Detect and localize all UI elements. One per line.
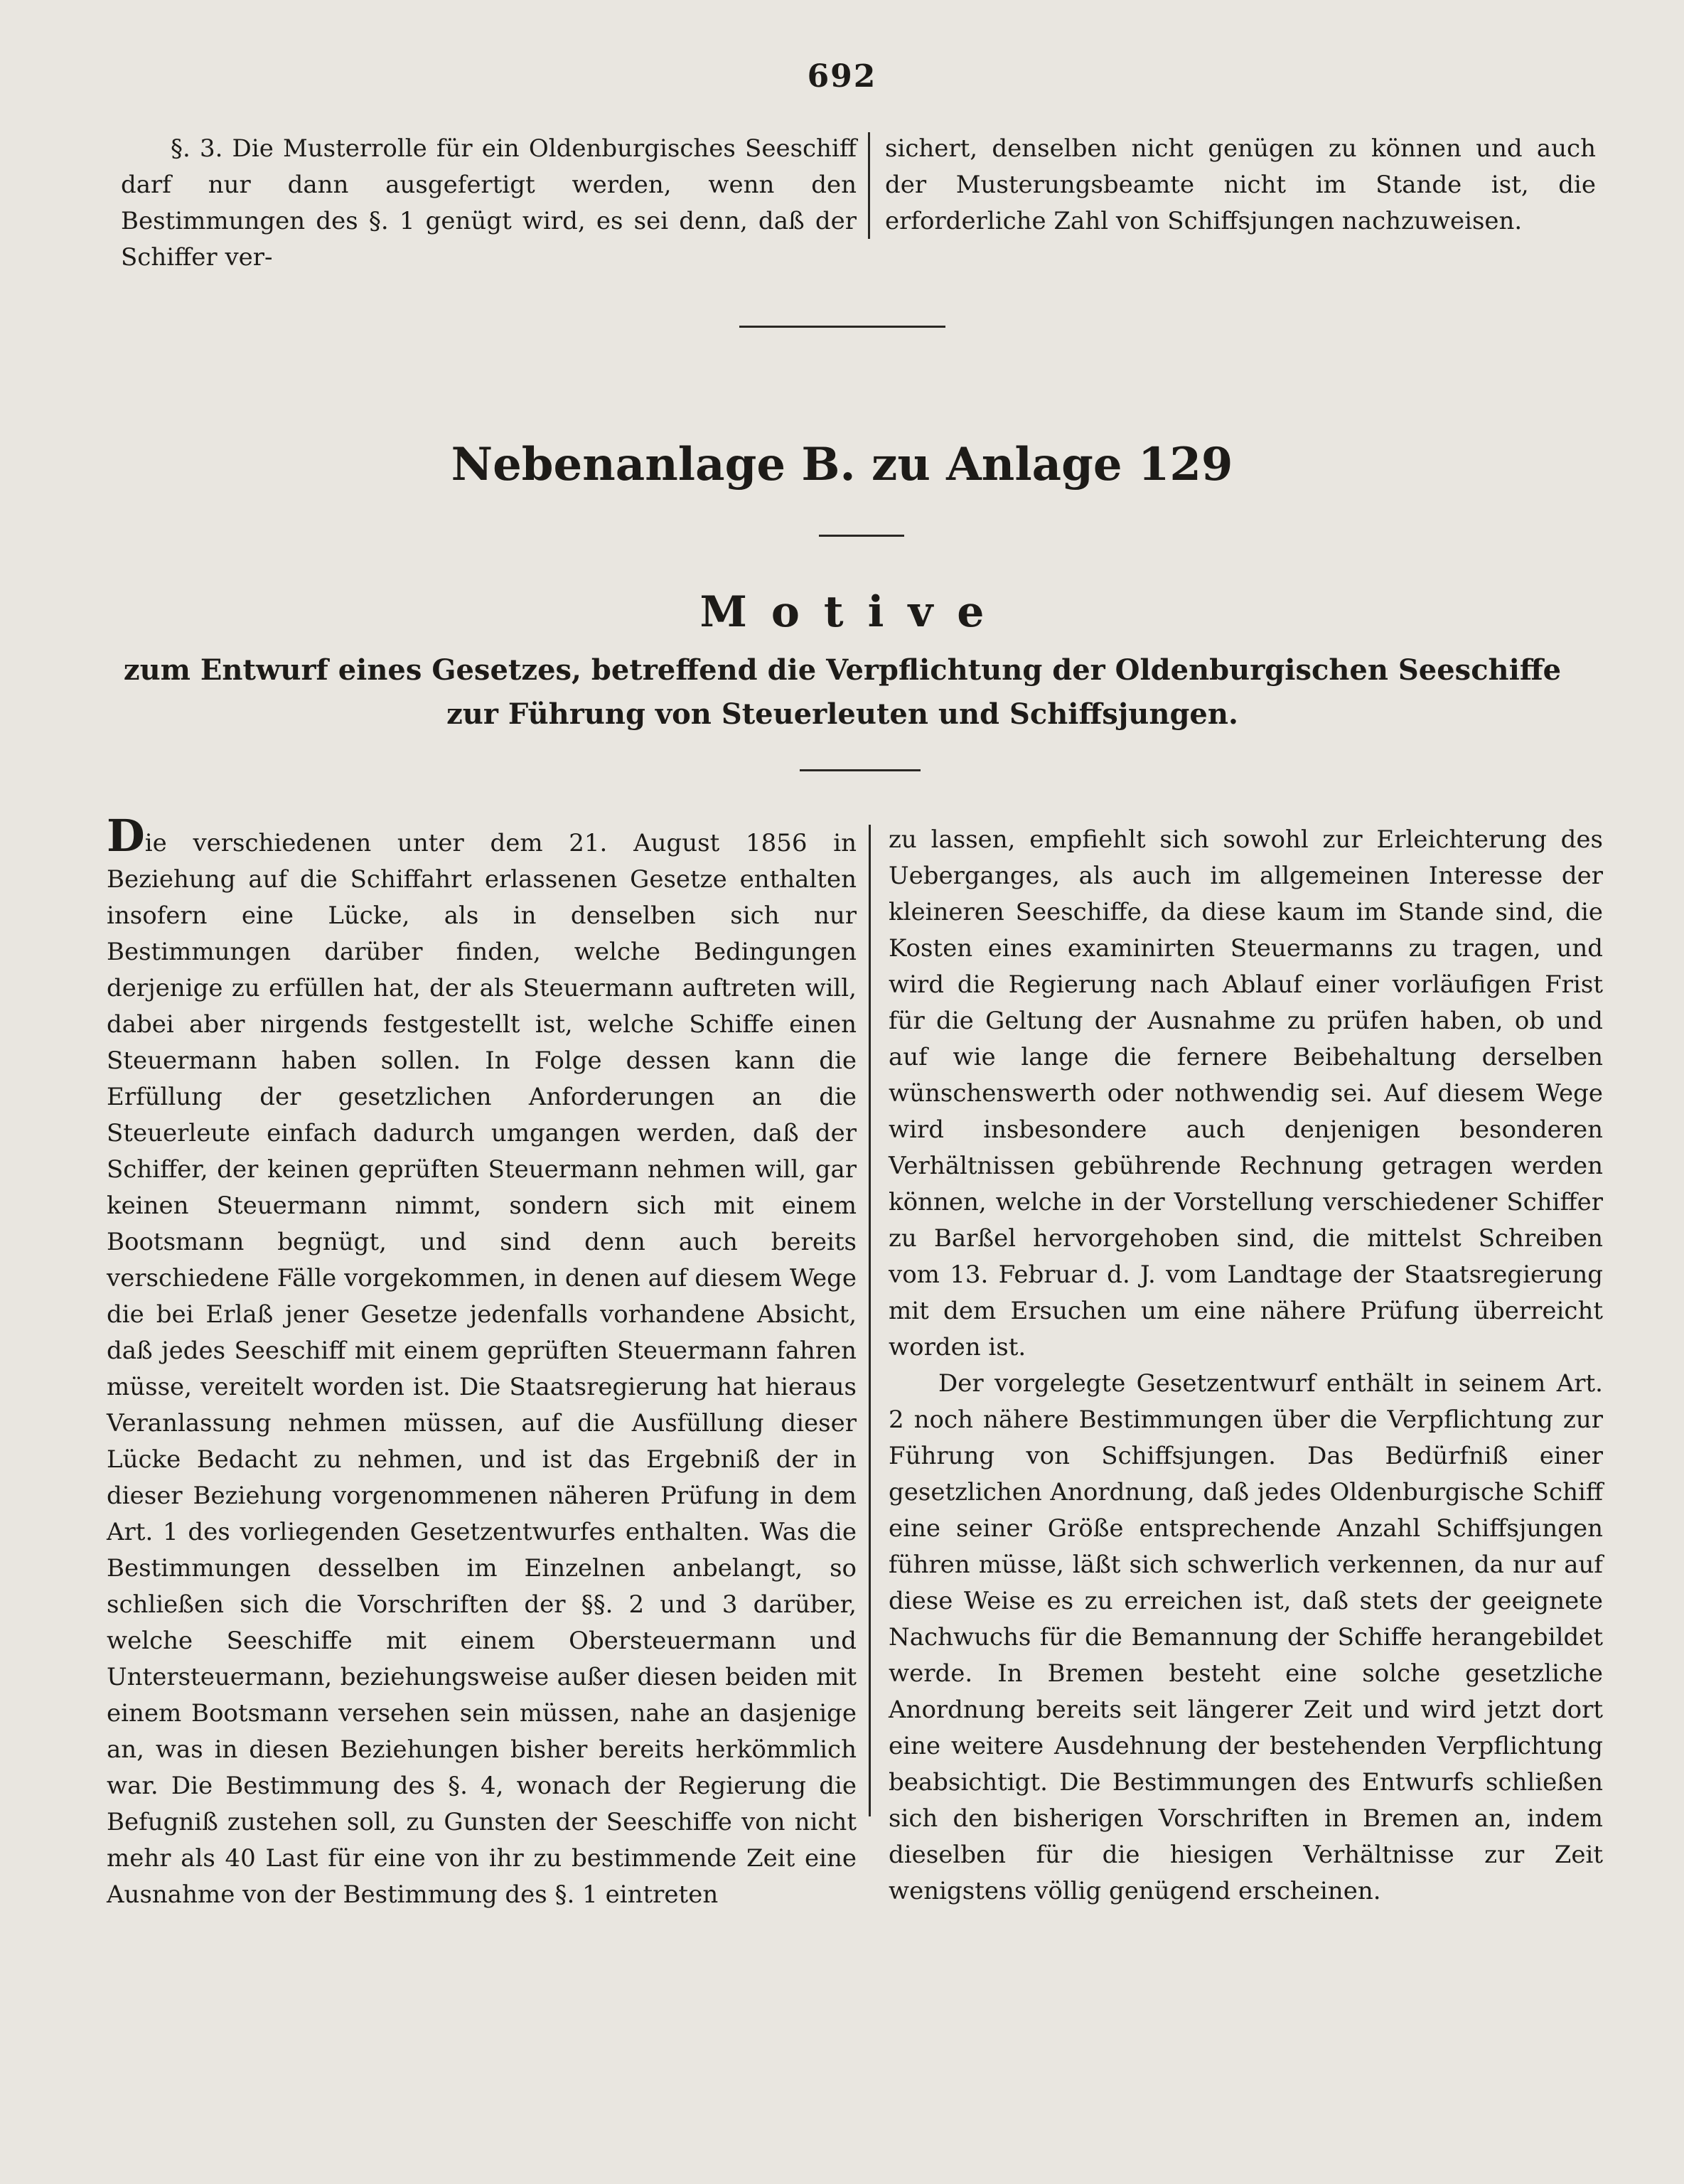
separator-rule-top	[739, 326, 945, 328]
left-column-body: ie verschiedenen unter dem 21. August 1856 in Beziehung auf die Schiffahrt erlassenen Gesetze enthalten insofern eine Lücke, als in denselben sich nur Bestimmungen darüber finden, welche Bedingungen derjenige zu erfüllen hat, der als Steuermann auftreten will, dabei aber nirgends festgestellt ist, welche Schiffe einen Steuermann haben sollen. In Folge dessen kann die Erfüllung der gesetzlichen Anforderungen an die Steuerleute einfach dadurch umgangen werden, daß der Schiffer, der keinen geprüften Steuermann nehmen will, gar keinen Steuermann nimmt, sondern sich mit einem Bootsmann begnügt, und sind denn auch bereits verschiedene Fälle vorgekommen, in denen auf diesem Wege die bei Erlaß jener Gesetze jedenfalls vorhandene Absicht, daß jedes Seeschiff mit einem geprüften Steuermann fahren müsse, vereitelt worden ist. Die Staatsregierung hat hieraus Veranlassung nehmen müssen, auf die Ausfüllung dieser Lücke Bedacht zu nehmen, und ist das Ergebniß der in dieser Beziehung vorgenommenen näheren Prüfung in dem Art. 1 des vorliegenden Gesetzentwurfes enthalten. Was die Bestimmungen desselben im Einzelnen anbelangt, so schließen sich die Vorschriften der §§. 2 und 3 darüber, welche Seeschiffe mit einem Obersteuermann und Untersteuermann, beziehungsweise außer diesen beiden mit einem Bootsmann versehen sein müssen, nahe an dasjenige an, was in diesen Beziehungen bisher bereits herkömmlich war. Die Bestimmung des §. 4, wonach der Regierung die Befugniß zustehen soll, zu Gunsten der Seeschiffe von nicht mehr als 40 Last für eine von ihr zu bestimmende Zeit eine Ausnahme von der Bestimmung des §. 1 eintreten	[107, 829, 857, 1909]
title-underline	[819, 535, 904, 537]
section-3-text: §. 3. Die Musterrolle für ein Oldenburgisches Seeschiff darf nur dann ausgefertigt werden, wenn den Bestimmungen des §. 1 genügt wird, es sei denn, daß der Schiffer ver-	[121, 134, 857, 272]
right-column-paragraph-1: zu lassen, empfiehlt sich sowohl zur Erleichterung des Ueberganges, als auch im allgemeinen Interesse der kleineren Seeschiffe, da diese kaum im Stande sind, die Kosten eines examinirten Steuermanns zu tragen, und wird die Regierung nach Ablauf einer vorläufigen Frist für die Geltung der Ausnahme zu prüfen haben, ob und auf wie lange die fernere Beibehaltung derselben wünschenswerth oder nothwendig sei. Auf diesem Wege wird insbesondere auch denjenigen besonderen Verhältnissen gebührende Rechnung getragen werden können, welche in der Vorstellung verschiedener Schiffer zu Barßel hervorgehoben sind, die mittelst Schreiben vom 13. Februar d. J. vom Landtage der Staatsregierung mit dem Ersuchen um eine nähere Prüfung überreicht worden ist.	[889, 825, 1603, 1361]
column-divider	[869, 825, 871, 1816]
document-title: Nebenanlage B. zu Anlage 129	[451, 438, 1233, 491]
page-number: 692	[807, 58, 877, 95]
subtitle-rule	[800, 769, 921, 771]
section-3-continuation: sichert, denselben nicht genügen zu können und auch der Musterungsbeamte nicht im Stande ist, die erforderliche Zahl von Schiffsjungen nachzuweisen.	[885, 134, 1596, 235]
section-heading: Motive	[699, 587, 1009, 637]
top-column-divider	[868, 132, 870, 239]
document-subtitle: zum Entwurf eines Gesetzes, betreffend die Verpflichtung der Oldenburgischen Seeschiffe zur Führung von Steuerleuten und Schiffsjungen.	[123, 653, 1562, 731]
left-column	[107, 810, 857, 1913]
right-column	[889, 822, 1603, 1910]
top-left-column	[121, 131, 857, 276]
left-column-text	[107, 810, 857, 1913]
right-column-paragraph-2: Der vorgelegte Gesetzentwurf enthält in seinem Art. 2 noch nähere Bestimmungen über die Verpflichtung zur Führung von Schiffsjungen. Das Bedürfniß einer gesetzlichen Anordnung, daß jedes Oldenburgische Schiff eine seiner Größe entsprechende Anzahl Schiffsjungen führen müsse, läßt sich schwerlich verkennen, da nur auf diese Weise es zu erreichen ist, daß stets der geeignete Nachwuchs für die Bemannung der Schiffe herangebildet werde. In Bremen besteht eine solche gesetzliche Anordnung bereits seit längerer Zeit und wird jetzt dort eine weitere Ausdehnung der bestehenden Verpflichtung beabsichtigt. Die Bestimmungen des Entwurfs schließen sich den bisherigen Vorschriften in Bremen an, indem dieselben für die hiesigen Verhältnisse zur Zeit wenigstens völlig genügend erscheinen.	[889, 1369, 1603, 1905]
top-right-column	[885, 131, 1596, 240]
drop-cap: D	[107, 810, 145, 862]
